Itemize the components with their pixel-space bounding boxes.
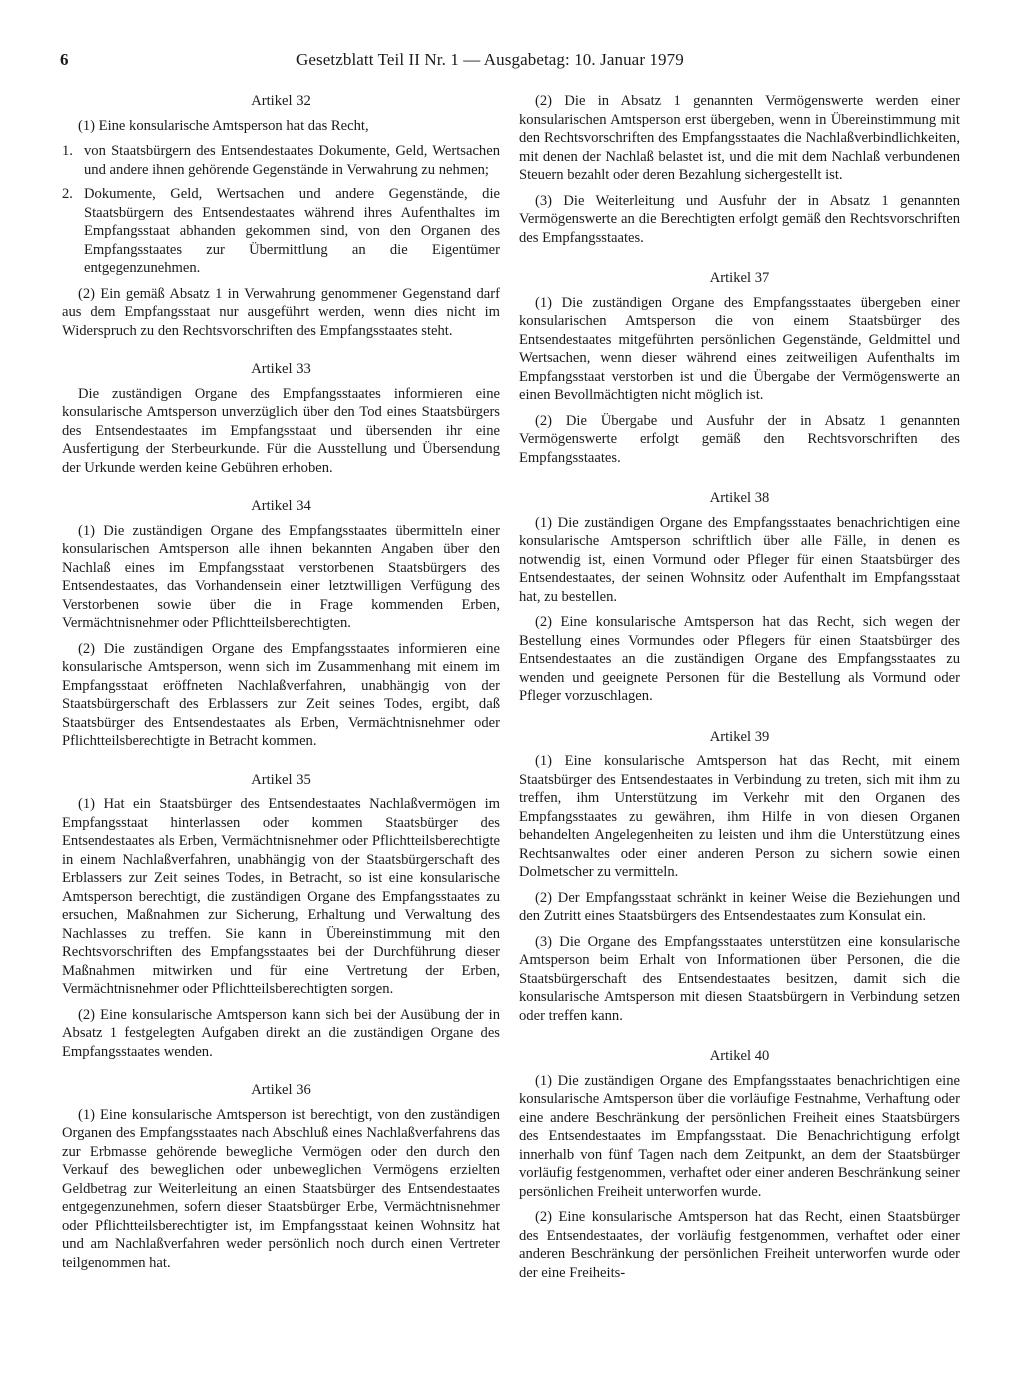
article-section (62, 497, 500, 751)
article-section (62, 771, 500, 1062)
paragraph: (2) Ein gemäß Absatz 1 in Verwahrung genommener Gegenstand darf aus dem Empfangsstaat nur ausgeführt werden, wenn dies nicht im Widerspruch zu den Rechtsvorschriften des Empfangsstaates steht. (62, 285, 500, 339)
article-section (519, 728, 960, 1026)
list-item-number: 2. (62, 186, 73, 202)
article-title: Artikel 35 (251, 771, 311, 788)
article-section (62, 92, 500, 340)
paragraph: (1) Eine konsularische Amtsperson hat das Recht, mit einem Staatsbürger des Entsendestaates in Verbindung zu treten, sich mit ihm zu treffen, ihm Unterstützung im Verkehr mit den Organen des Empfangsstaates zu gewähren, ihm Hilfe in von diesen Organen behandelten Angelegenheiten zu leisten und ihm die Unterstützung eines Rechtsanwaltes oder einer anderen Person zu sichern sowie einen Dolmetscher zu vermitteln. (519, 753, 960, 880)
article-section (519, 92, 960, 247)
article-title: Artikel 40 (709, 1048, 770, 1064)
list-item-text: Dokumente, Geld, Wertsachen und andere Gegenstände, die Staatsbürgern des Entsendestaates während ihres Aufenthaltes im Empfangsstaat abhanden gekommen sind, von den Organen des Empfangsstaates zur Übermittlung an die Eigentümer entgegenzunehmen. (84, 186, 500, 276)
paragraph: (1) Die zuständigen Organe des Empfangsstaates übergeben einer konsularischen Amtsperson die von einem Staatsbürger des Entsendestaates mitgeführten persönlichen Gegenstände, Geldmittel und Wertsachen, wenn dieser während eines zeitweiligen Aufenthalts im Empfangsstaat verstorben ist und die Übergabe der Vermögenswerte an einen Bevollmächtigten nicht möglich ist. (519, 294, 960, 403)
article-section (519, 489, 960, 706)
paragraph: (2) Eine konsularische Amtsperson hat das Recht, einen Staatsbürger des Entsendestaates, der vorläufig festgenommen, verhaftet oder einer anderen Beschränkung der persönlichen Freiheit unterworfen wurde oder der eine Freiheits- (519, 1209, 960, 1281)
paragraph: (3) Die Organe des Empfangsstaates unterstützen eine konsularische Amtsperson beim Erhalt von Informationen über Personen, die die Staatsbürgerschaft des Entsendestaates besitzen, damit sich die konsularische Amtsperson mit diesen Staatsbürgern in Verbindung setzen oder treffen kann. (519, 933, 960, 1024)
article-title: Artikel 38 (709, 490, 770, 506)
numbered-list (62, 142, 500, 278)
article-section (62, 1081, 500, 1272)
paragraph: (2) Die zuständigen Organe des Empfangsstaates informieren eine konsularische Amtsperson, wenn sich im Zusammenhang mit einem im Empfangsstaat eröffneten Nachlaßverfahren, unabhängig von der Staatsbürgerschaft des Erblassers zur Zeit seines Todes, ergibt, daß Staatsbürger des Entsendestaates als Erben, Vermächtnisnehmer oder Pflichtteilsberechtigte in Betracht kommen. (62, 640, 500, 749)
running-title: Gesetzblatt Teil II Nr. 1 — Ausgabetag: 10. Januar 1979 (296, 50, 684, 69)
list-item-text: von Staatsbürgern des Entsendestaates Dokumente, Geld, Wertsachen und andere ihnen gehörende Gegenstände in Verwahrung zu nehmen; (84, 143, 500, 178)
paragraph: (1) Die zuständigen Organe des Empfangsstaates benachrichtigen eine konsularische Amtsperson schriftlich über alle Fälle, in denen es notwendig ist, einen Vormund oder Pfleger für einen Staatsbürger des Entsendestaates, der seinen Wohnsitz oder Aufenthalt im Empfangsstaat hat, zu bestellen. (519, 514, 960, 605)
paragraph: (3) Die Weiterleitung und Ausfuhr der in Absatz 1 genannten Vermögenswerte an die Berechtigten erfolgt gemäß den Rechtsvorschriften des Empfangsstaates. (519, 192, 960, 246)
paragraph: (2) Die in Absatz 1 genannten Vermögenswerte werden einer konsularischen Amtsperson erst übergeben, wenn in Übereinstimmung mit den Rechtsvorschriften des Empfangsstaates die Nachlaßverbindlichkeiten, mit denen der Nachlaß belastet ist, und die mit dem Nachlaß verbundenen Steuern bezahlt oder deren Bezahlung sichergestellt ist. (519, 93, 960, 183)
article-title: Artikel 34 (251, 498, 311, 514)
paragraph: (1) Hat ein Staatsbürger des Entsendestaates Nachlaßvermögen im Empfangsstaat hinterlassen oder kommen Staatsbürger des Entsendestaates als Erben, Vermächtnisnehmer oder Pflichtteilsberechtigte in einem Nachlaßverfahren, unabhängig von der Staatsbürgerschaft des Erblassers zur Zeit seines Todes, in Betracht, so ist eine konsularische Amtsperson berechtigt, die zuständigen Organe des Empfangsstaates zu ersuchen, Maßnahmen zur Sicherung, Erhaltung und Verwaltung des Nachlasses zu treffen. Sie kann in Übereinstimmung mit den Rechtsvorschriften des Empfangsstaates bei der Durchführung dieser Maßnahmen mitwirken und für eine Vertretung der Erben, Vermächtnisnehmer oder Pflichtteilsberechtigten sorgen. (62, 796, 500, 997)
paragraph: (2) Die Übergabe und Ausfuhr der in Absatz 1 genannten Vermögenswerte erfolgt gemäß den Rechtsvorschriften des Empfangsstaates. (519, 412, 960, 466)
list-item (62, 142, 500, 179)
right-column (519, 92, 960, 1304)
paragraph: Die zuständigen Organe des Empfangsstaates informieren eine konsularische Amtsperson unverzüglich über den Tod eines Staatsbürgers des Entsendestaates im Empfangsstaat und übersenden ihr eine Ausfertigung der Sterbeurkunde. Für die Ausstellung und Übersendung der Urkunde werden keine Gebühren erhoben. (62, 385, 500, 476)
article-title: Artikel 37 (709, 270, 770, 286)
paragraph: (2) Eine konsularische Amtsperson hat das Recht, sich wegen der Bestellung eines Vormundes oder Pflegers für einen Staatsbürger des Entsendestaates an die zuständigen Organe des Empfangsstaates zu wenden und geeignete Personen für die Bestellung als Vormund oder Pfleger vorzuschlagen. (519, 614, 960, 704)
paragraph: (1) Eine konsularische Amtsperson ist berechtigt, von den zuständigen Organen des Empfangsstaates nach Abschluß eines Nachlaßverfahrens das zur Erbmasse gehörende bewegliche Vermögen oder den durch den Verkauf des beweglichen oder unbeweglichen Vermögens erzielten Geldbetrag zur Weiterleitung an einen Staatsbürger des Entsendestaates entgegenzunehmen, sofern dieser Staatsbürger Erbe, Vermächtnisnehmer oder Pflichtteilsberechtigter ist, im Empfangsstaat keinen Wohnsitz hat und am Nachlaßverfahren weder persönlich noch durch einen Vertreter teilgenommen hat. (62, 1106, 500, 1271)
article-title: Artikel 32 (251, 93, 311, 109)
paragraph: (1) Die zuständigen Organe des Empfangsstaates übermitteln einer konsularischen Amtsperson alle ihnen bekannten Angaben über den Nachlaß eines im Empfangsstaat verstorbenen Staatsbürgers des Entsendestaates, das Vorhandensein einer letztwilligen Verfügung des Verstorbenen sowie über die in Frage kommenden Erben, Vermächtnisnehmer oder Pflichtteilsberechtigten. (62, 522, 500, 631)
paragraph: (1) Eine konsularische Amtsperson hat das Recht, (78, 117, 369, 134)
paragraph: (2) Der Empfangsstaat schränkt in keiner Weise die Beziehungen und den Zutritt eines Staatsbürgers des Entsendestaates zum Konsulat ein. (519, 889, 960, 924)
article-title: Artikel 33 (251, 361, 311, 377)
page-header (60, 50, 980, 74)
list-item-number: 1. (62, 143, 73, 159)
paragraph: (1) Die zuständigen Organe des Empfangsstaates benachrichtigen eine konsularische Amtsperson über die vorläufige Festnahme, Verhaftung oder eine andere Beschränkung der persönlichen Freiheit eines Staatsbürgers des Entsendestaates im Empfangsstaat. Die Benachrichtigung erfolgt innerhalb von fünf Tagen nach dem Zeitpunkt, an dem der Staatsbürger vorläufig festgenommen, verhaftet oder einer anderen Beschränkung seiner persönlichen Freiheit unterworfen wurde. (519, 1072, 960, 1200)
paragraph: (2) Eine konsularische Amtsperson kann sich bei der Ausübung der in Absatz 1 festgelegten Aufgaben direkt an die zuständigen Organe des Empfangsstaates wenden. (62, 1006, 500, 1060)
list-item (62, 185, 500, 278)
left-column (62, 92, 500, 1292)
article-title: Artikel 39 (709, 728, 770, 745)
article-section (519, 269, 960, 467)
article-title: Artikel 36 (251, 1082, 311, 1098)
page-number: 6 (60, 50, 69, 69)
article-section (519, 1047, 960, 1282)
article-section (62, 360, 500, 477)
